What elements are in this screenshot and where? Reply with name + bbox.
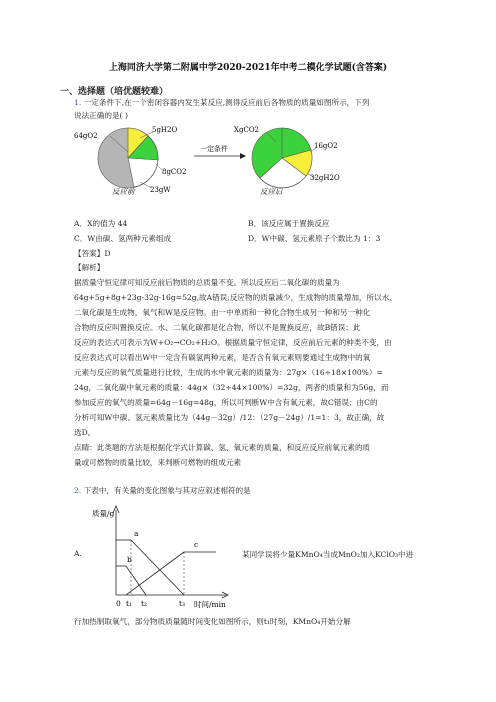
label-8gco2: 8gCO2 [162, 168, 187, 176]
q1-stem-text1: 一定条件下,在一个密闭容器内发生某反应,测得反应前后各物质的质量如图所示，下列 [83, 98, 370, 107]
analysis-line: 24g，二氧化碳中氧元素的质量：44g×（32÷44×100%）=32g，两者的质量和为56g，而 [74, 383, 389, 392]
arrow-head-icon [240, 153, 246, 159]
q2-description-line2: 行加热制取氧气，部分物质质量随时间变化如图所示，则t₁时刻，KMnO₄开始分解 [74, 617, 351, 626]
label-32gh2o: 32gH2O [310, 174, 340, 182]
q1-analysis-head: 【解析】 [74, 263, 105, 272]
q2-graph [86, 500, 236, 610]
analysis-line: 反应表达式可以看出W中一定含有碳氢两种元素，是否含有氧元素则要通过生成物中的氧 [74, 353, 371, 362]
curve-label-b: b [127, 555, 132, 564]
q1-option-b[interactable]: B．该反应属于置换反应 [248, 219, 330, 228]
q1-option-a[interactable]: A．X的值为 44 [74, 219, 128, 228]
arrow-condition-label: 一定条件 [200, 145, 228, 153]
curve-label-c: c [194, 540, 199, 549]
q2-description-line1: 某同学误将少量KMnO₄当成MnO₂加入KClO₃中进 [242, 550, 414, 559]
q1-answer: 【答案】D [74, 249, 111, 258]
analysis-line: 分析可知W中碳、氢元素质量比为（44g－32g）/12：（27g－24g）/1=1：3，故正确，故 [74, 413, 385, 422]
label-23gw: 23gW [150, 186, 171, 194]
label-after: 反应后 [260, 187, 283, 196]
tick-0: 0 [116, 599, 121, 608]
analysis-line: 选D。 [74, 428, 96, 437]
q1-stem-line1 [74, 96, 369, 109]
q1-number: 1. [74, 98, 82, 107]
label-64go2: 64gO2 [74, 132, 98, 140]
q1-option-c[interactable]: C．W由碳、氢两种元素组成 [74, 234, 172, 243]
x-axis-label: 时间/min [194, 600, 226, 609]
tick-t1: t₁ [126, 599, 133, 608]
label-xgco2: XgCO2 [234, 126, 260, 134]
label-16go2: 16gO2 [314, 142, 338, 150]
q2-number: 2. [74, 486, 82, 495]
analysis-line: 反应的表达式可表示为W+O₂→CO₂+H₂O。根据质量守恒定律，反应前后元素的种类不变，由 [74, 338, 392, 347]
q1-option-d[interactable]: D．W中碳、氢元素原子个数比为 1：3 [248, 234, 381, 243]
analysis-line: 元素与反应的氧气质量进行比较，生成的水中氧元素的质量为：27g×（16÷18×100%）= [74, 368, 383, 377]
tick-t3: t₃ [179, 599, 186, 608]
q2-stem [74, 484, 251, 497]
page-title: 上海同济大学第二附属中学2020-2021年中考二模化学试题(含答案) [108, 63, 388, 73]
analysis-line: 点睛：此类题的方法是根据化学式计算碳、氢、氧元素的质量，和反应反应前氧元素的质 [74, 443, 371, 452]
q2-stem-text: 下表中，有关量的变化图象与其对应叙述相符的是 [83, 486, 251, 495]
analysis-line: 参加反应的氧气的质量=64g－16g=48g，所以可判断W中含有氧元素，故C错误；由C的 [74, 398, 378, 407]
pie-after [252, 128, 316, 188]
y-axis-label: 质量/g [92, 509, 115, 518]
label-before: 反应前 [112, 187, 135, 196]
tick-t2: t₂ [141, 599, 148, 608]
analysis-line: 合物的反应叫置换反应。水、二氧化碳都是化合物，所以不是置换反应，故B错误；此 [74, 323, 361, 332]
analysis-line: 据质量守恒定律可知反应前后物质的总质量不变。所以反应后二氧化碳的质量为 [74, 278, 340, 287]
analysis-line: 64g+5g+8g+23g-32g-16g=52g,故A错误;反应物的质量减少，生成物的质量增加，所以水、 [74, 293, 397, 302]
q1-stem-line2: 说法正确的是( ) [74, 111, 128, 120]
q1-reaction-figure [70, 122, 370, 200]
analysis-line: 量或可燃物的质量比较，来判断可燃物的组成元素 [74, 458, 242, 467]
curve-label-a: a [134, 529, 139, 538]
analysis-line: 二氧化碳是生成物，氧气和W是反应物。由一中单质和一种化合物生成另一种和另一种化 [74, 308, 371, 317]
curve-c [126, 552, 184, 595]
q2-option-a-letter[interactable]: A. [74, 549, 82, 558]
curve-b-slope [126, 566, 146, 595]
section-heading: 一、选择题（培优题较难） [60, 87, 169, 97]
curve-a-slope [131, 540, 184, 595]
pie-before [98, 128, 162, 188]
label-5gh2o: 5gH2O [152, 126, 178, 134]
